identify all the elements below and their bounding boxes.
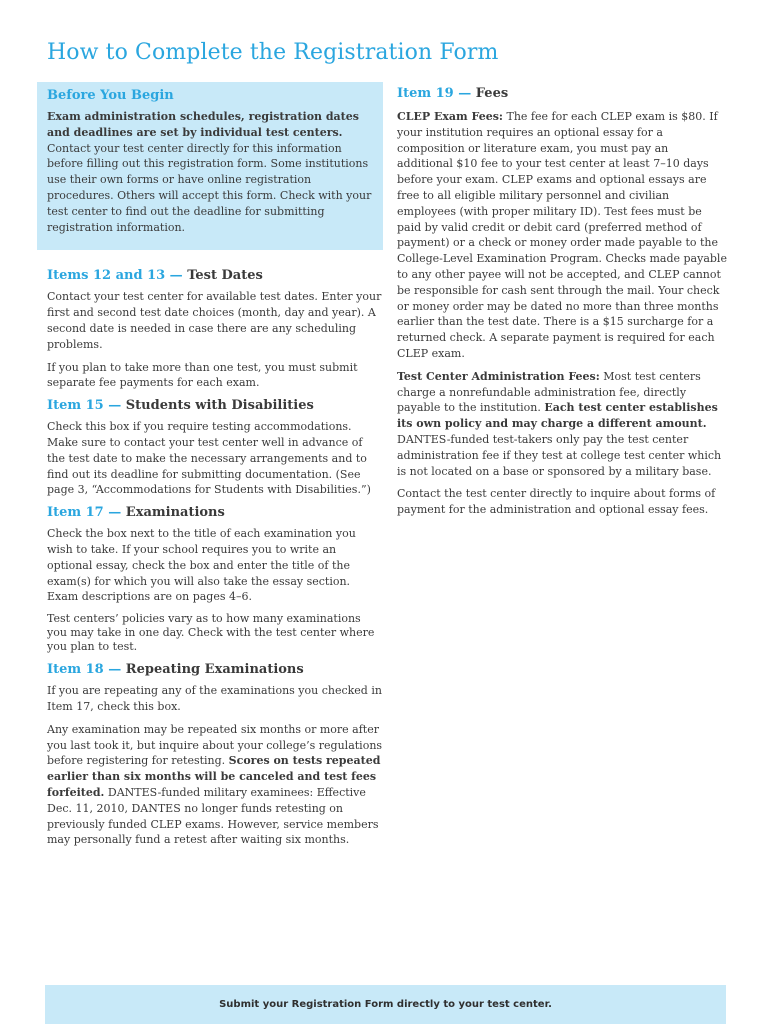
admin-fees-bold: Each test center establishes its own policy and may charge a different amount. (397, 401, 718, 431)
before-text: Contact your test center directly for this information before filling out this registration form. Some institutions use their own forms or have online registration procedures. Others will accept this form. Check with your test center to find out the deadline for submitting registration information. (47, 141, 372, 234)
right-column (397, 86, 727, 525)
heading-item: Item 17 — (47, 505, 122, 521)
admin-fees-text-b: DANTES-funded test-takers only pay the test center administration fee if they test at college test center which is not located on a base or sponsored by a military base. (397, 432, 722, 478)
disabilities-heading (47, 398, 383, 413)
repeating-p1: If you are repeating any of the examinations you checked in Item 17, check this box. (47, 684, 382, 713)
test-dates-heading (47, 268, 383, 283)
repeating-heading (47, 662, 383, 677)
clep-fees-label: CLEP Exam Fees: (397, 110, 503, 123)
admin-fees-text-a: Most test centers charge a nonrefundable administration fee, directly payable to the institution. (397, 369, 701, 415)
test-dates-p1: Contact your test center for available test dates. Enter your first and second test date choices (month, day and year). A second date is needed in case there are any scheduling problems. (47, 290, 382, 351)
before-paragraph (47, 109, 373, 235)
examinations-heading (47, 505, 383, 520)
examinations-section (37, 505, 383, 654)
heading-title: Test Dates (182, 268, 263, 284)
before-heading: Before You Begin (47, 88, 174, 103)
heading-title: Fees (471, 86, 509, 101)
before-bold: Exam administration schedules, registration dates and deadlines are set by individual test centers. (47, 110, 359, 139)
fees-heading (397, 86, 727, 101)
examinations-p2: Test centers’ policies vary as to how many examinations you may take in one day. Check with the test center where you plan to test. (47, 612, 375, 654)
heading-title: Repeating Examinations (121, 662, 304, 678)
heading-item: Item 15 — (47, 398, 122, 414)
clep-fees-text: The fee for each CLEP exam is $80. If your institution requires an optional essay for a composition or literature exam, you must pay an additional $10 fee to your test center at least 7–10 days before your exam. CLEP exams and optional essays are free to all eligible military personnel and civilian employees (with proper military ID). Test fees must be paid by valid credit or debit card (preferred method of payment) or a check or money order made payable to the College-Level Examination Program. Checks made payable to any other payee will not be accepted, and CLEP cannot be responsible for cash sent through the mail. Your check or money order may be dated no more than three months earlier than the test date. There is a $15 surcharge for a returned check. A separate payment is required for each CLEP exam. (397, 110, 727, 360)
repeating-section (37, 662, 383, 848)
heading-title: Examinations (121, 505, 225, 521)
admin-fees-paragraph (397, 369, 727, 480)
test-dates-p2: If you plan to take more than one test, you must submit separate fee payments for each exam. (47, 360, 358, 390)
left-column (37, 82, 383, 855)
heading-item: Items 12 and 13 — (47, 268, 183, 284)
heading-item: Item 19 — (397, 86, 472, 101)
repeating-text-c: DANTES-funded military examinees: Effective Dec. 11, 2010, DANTES no longer funds retesting on previously funded CLEP exams. However, service members may personally fund a retest after waiting six months. (47, 785, 379, 847)
heading-title: Students with Disabilities (121, 398, 314, 414)
repeating-text-a: Any examination may be repeated six months or more after you last took it, but inquire about your college’s regulations before registering for retesting. (47, 722, 383, 768)
repeating-p2 (47, 722, 383, 848)
disabilities-section (37, 398, 383, 498)
admin-fees-label: Test Center Administration Fees: (397, 369, 600, 383)
clep-fees-paragraph (397, 109, 727, 362)
heading-item: Item 18 — (47, 662, 122, 678)
repeating-bold: Scores on tests repeated earlier than six months will be canceled and test fees forfeited. (47, 754, 381, 799)
contact-paragraph: Contact the test center directly to inquire about forms of payment for the administration and optional essay fees. (397, 487, 716, 517)
test-dates-section (37, 268, 383, 391)
examinations-p1: Check the box next to the title of each examination you wish to take. If your school requires you to write an optional essay, check the box and enter the title of the exam(s) for which you will also take the essay section. Exam descriptions are on pages 4–6. (47, 527, 356, 604)
fees-section (397, 86, 727, 518)
disabilities-p1: Check this box if you require testing accommodations. Make sure to contact your test center well in advance of the test date to make the necessary arrangements and to find out its deadline for submitting documentation. (See page 3, “Accommodations for Students with Disabilities.”) (47, 420, 371, 497)
before-you-begin-box (37, 82, 383, 250)
footer-banner (45, 985, 726, 1024)
footer-text: Submit your Registration Form directly to your test center. (219, 999, 552, 1010)
page-title: How to Complete the Registration Form (47, 40, 499, 65)
